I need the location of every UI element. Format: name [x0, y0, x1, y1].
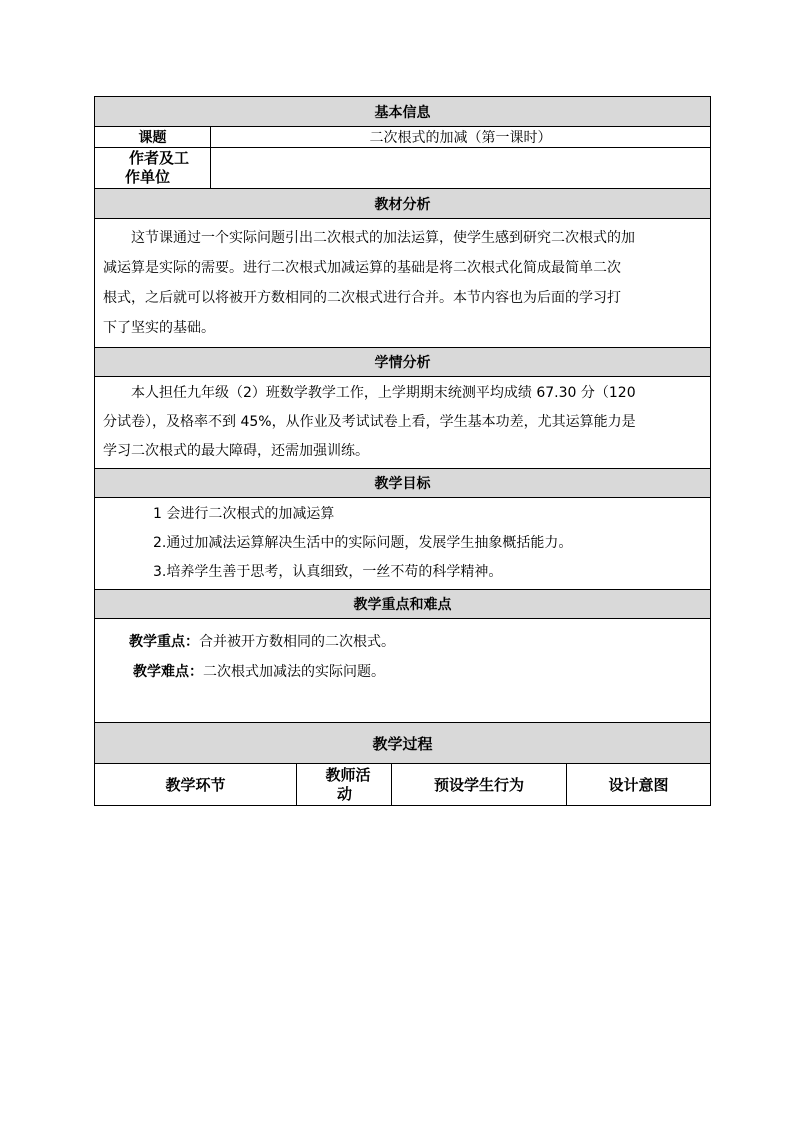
teaching-difficulty	[95, 657, 710, 687]
column-teacher-activity	[297, 764, 392, 806]
topic-label: 课题	[95, 127, 211, 148]
textbook-analysis-line: 这节课通过一个实际问题引出二次根式的加法运算，使学生感到研究二次根式的加	[131, 230, 635, 246]
author-value	[211, 148, 711, 189]
student-analysis-line: 分试卷），及格率不到 45%，从作业及考试试卷上看，学生基本功差，尤其运算能力是	[103, 414, 636, 430]
author-label-line2: 作单位	[125, 168, 171, 186]
textbook-analysis-header: 教材分析	[95, 189, 711, 219]
column-teacher-line2: 动	[337, 784, 353, 803]
goal-item: 3.培养学生善于思考，认真细致，一丝不苟的科学精神。	[153, 564, 503, 580]
goal-item: 1 会进行二次根式的加减运算	[153, 506, 335, 522]
key-points-header: 教学重点和难点	[95, 590, 711, 619]
teaching-difficulty-label: 教学难点：	[133, 664, 203, 680]
teaching-goals-header: 教学目标	[95, 469, 711, 498]
textbook-analysis-line: 根式，之后就可以将被开方数相同的二次根式进行合并。本节内容也为后面的学习打	[103, 290, 621, 306]
teaching-goals-body	[95, 498, 711, 590]
author-label	[95, 148, 211, 189]
teaching-focus-value: 合并被开方数相同的二次根式。	[199, 634, 395, 650]
teaching-process-header: 教学过程	[95, 723, 711, 764]
teaching-focus	[95, 627, 710, 657]
textbook-analysis-line: 减运算是实际的需要。进行二次根式加减运算的基础是将二次根式化简成最简单二次	[103, 260, 621, 276]
column-design-intent: 设计意图	[567, 764, 711, 806]
topic-value: 二次根式的加减（第一课时）	[211, 127, 711, 148]
student-analysis-header: 学情分析	[95, 348, 711, 377]
column-teacher-line1: 教师活	[325, 765, 371, 784]
column-stage: 教学环节	[95, 764, 297, 806]
goal-item: 2.通过加减法运算解决生活中的实际问题，发展学生抽象概括能力。	[153, 535, 573, 551]
textbook-analysis-body	[95, 219, 711, 348]
student-analysis-body	[95, 377, 711, 469]
lesson-plan-document	[94, 96, 710, 806]
textbook-analysis-line: 下了坚实的基础。	[103, 320, 215, 336]
key-points-body	[95, 619, 711, 723]
teaching-focus-label: 教学重点：	[129, 634, 199, 650]
student-analysis-line: 学习二次根式的最大障碍，还需加强训练。	[103, 443, 369, 459]
student-analysis-line: 本人担任九年级（2）班数学教学工作，上学期期末统测平均成绩 67.30 分（120	[131, 385, 636, 401]
lesson-plan-table	[94, 96, 711, 806]
teaching-difficulty-value: 二次根式加减法的实际问题。	[203, 664, 385, 680]
basic-info-header: 基本信息	[95, 97, 711, 127]
author-label-line1: 作者及工	[129, 149, 190, 167]
column-student-behavior: 预设学生行为	[392, 764, 567, 806]
